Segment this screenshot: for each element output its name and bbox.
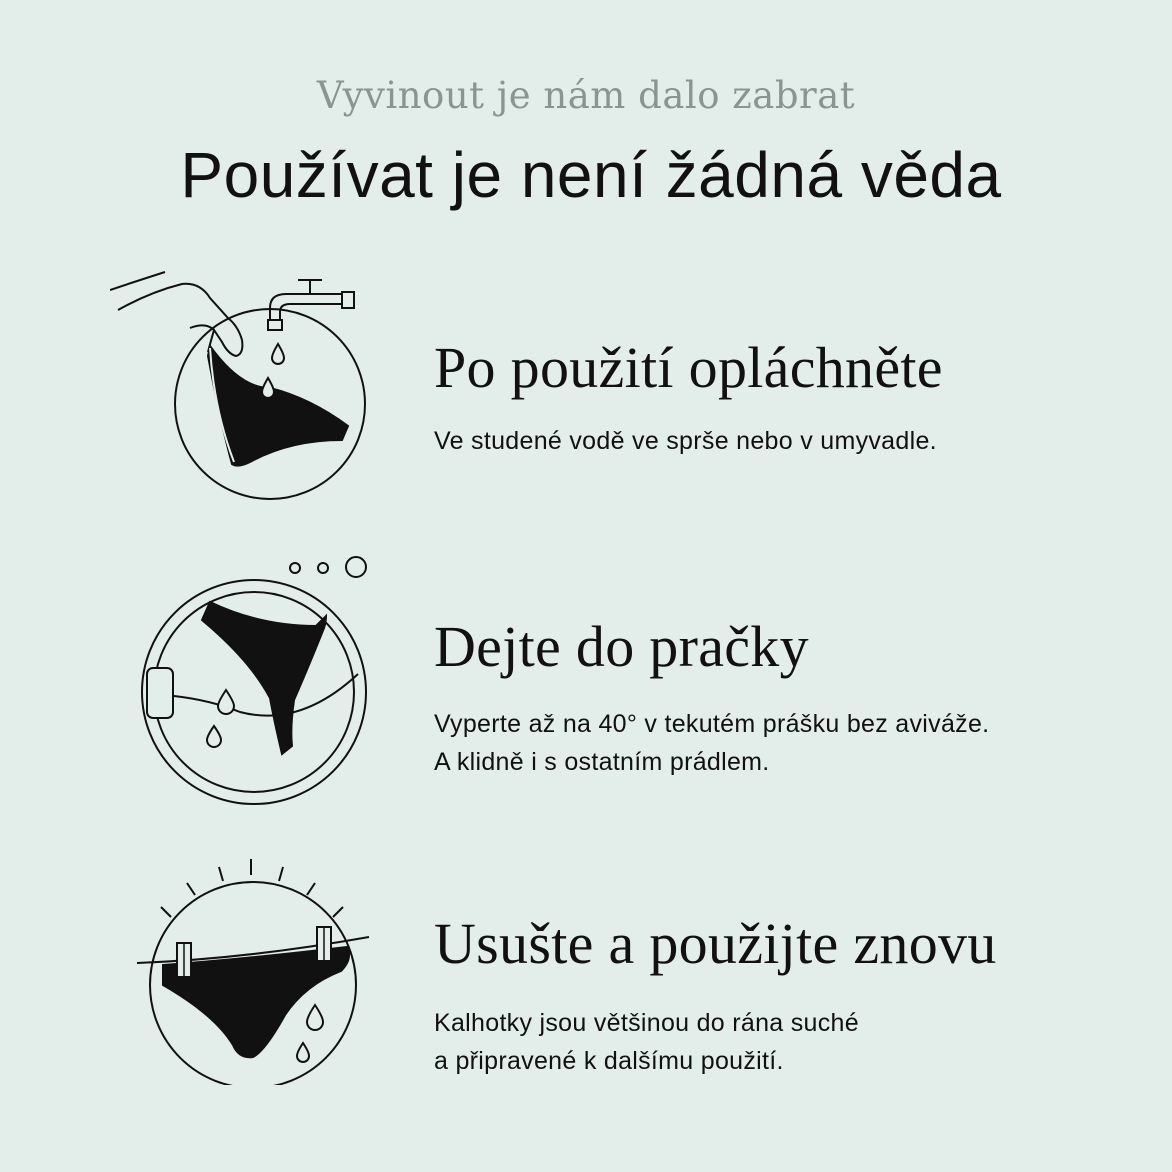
- step-description: [434, 705, 989, 781]
- step-description-line: Kalhotky jsou většinou do rána suché: [434, 1009, 859, 1037]
- step-heading: Dejte do pračky: [434, 614, 809, 679]
- step-heading: Usušte a použijte znovu: [434, 911, 997, 976]
- rinse-underwear-icon: [110, 270, 380, 510]
- step-description-line: Vyperte až na 40° v tekutém prášku bez aviváže.: [434, 710, 990, 738]
- step-heading: Po použití opláchněte: [434, 335, 943, 400]
- step-description-line: Ve studené vodě ve sprše nebo v umyvadle.: [434, 427, 937, 455]
- step-description-line: A klidně i s ostatním prádlem.: [434, 748, 770, 776]
- page-title: Používat je není žádná věda: [180, 139, 1002, 211]
- drying-underwear-icon: [135, 855, 375, 1085]
- step-description: [434, 1004, 859, 1080]
- washing-machine-icon: [130, 550, 380, 815]
- step-description: [434, 422, 937, 460]
- kicker-text: Vyvinout je nám dalo zabrat: [316, 74, 856, 117]
- step-description-line: a připravené k dalšímu použití.: [434, 1047, 784, 1075]
